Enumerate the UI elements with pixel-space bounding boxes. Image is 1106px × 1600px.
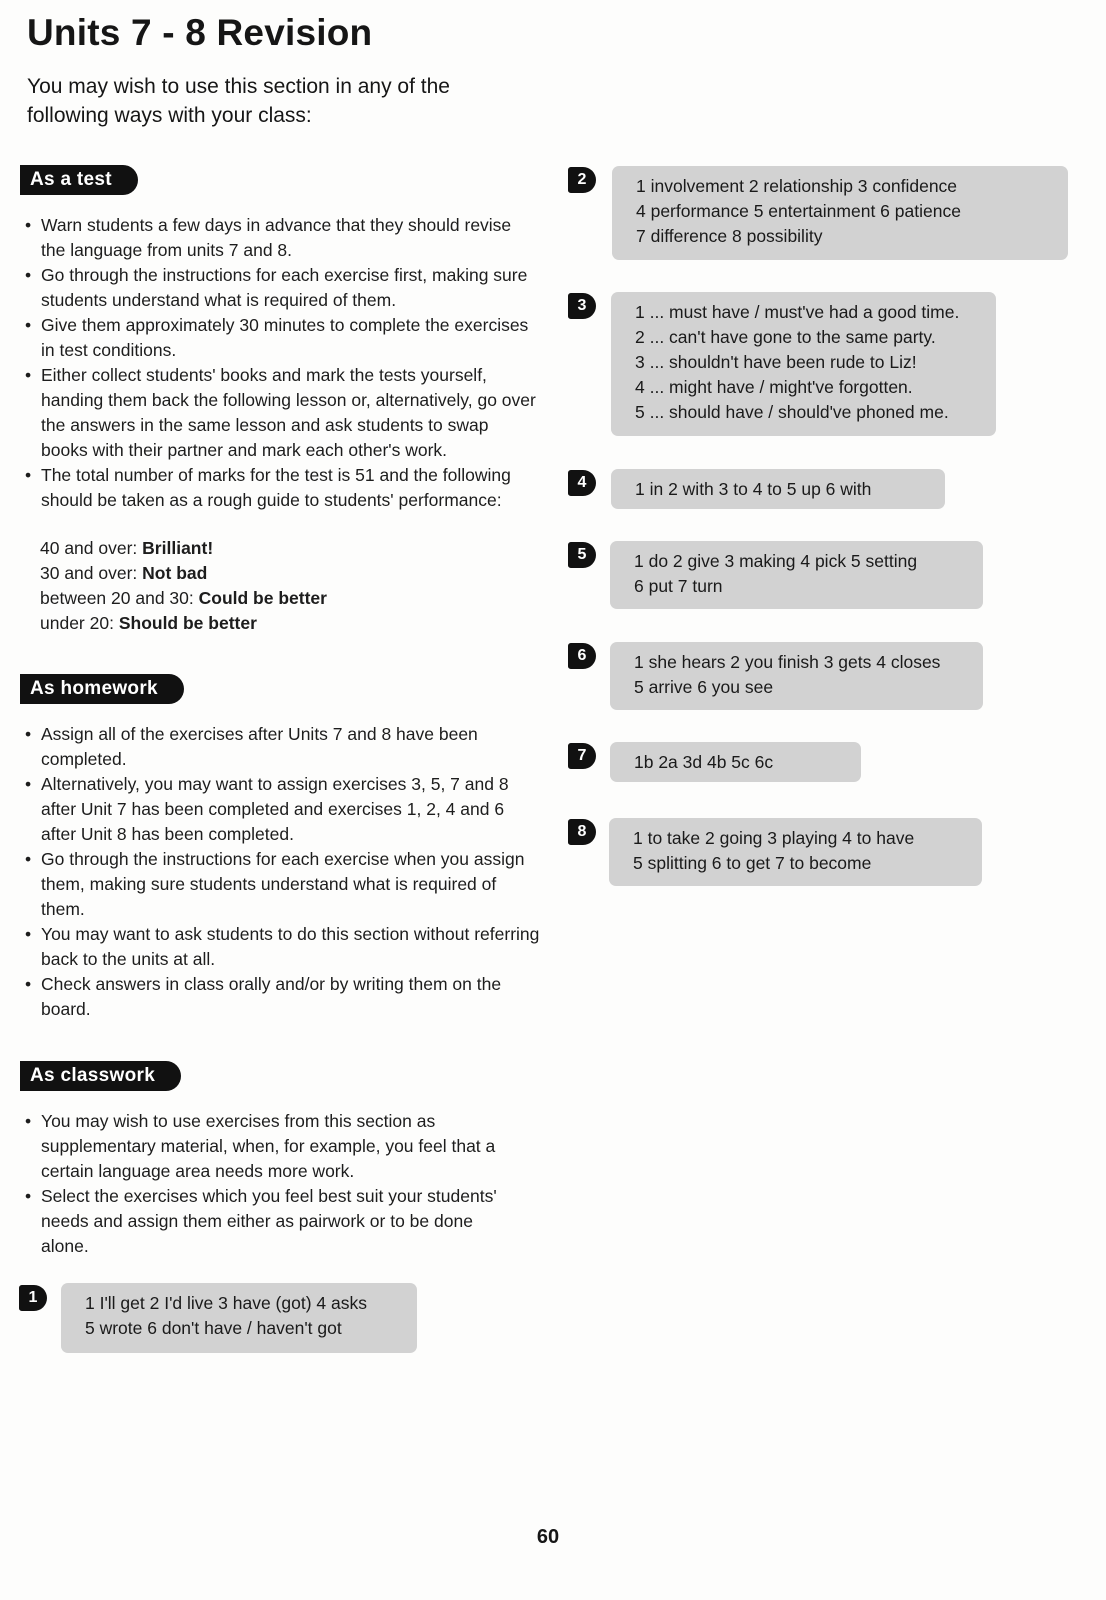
answer-line: 2 ... can't have gone to the same party. xyxy=(635,327,936,347)
list-item xyxy=(25,363,540,463)
list-item xyxy=(25,722,540,772)
exercise-number-badge: 4 xyxy=(568,470,596,496)
exercise-number-badge: 3 xyxy=(568,293,596,319)
bullet-text: Warn students a few days in advance that they should revise the language from units 7 and 8. xyxy=(41,215,512,260)
bullet-icon: • xyxy=(25,215,32,235)
list-item xyxy=(25,1184,515,1259)
list-item xyxy=(25,213,540,263)
bullet-text: Assign all of the exercises after Units 7 and 8 have been completed. xyxy=(41,724,478,769)
list-item xyxy=(25,772,540,847)
answer-line: 1 do 2 give 3 making 4 pick 5 setting xyxy=(634,551,918,571)
section-heading-homework: As homework xyxy=(20,674,184,704)
grade-row: between 20 and 30: Could be better xyxy=(40,588,327,608)
exercise-number-badge: 6 xyxy=(568,643,596,669)
list-item xyxy=(25,463,540,513)
bullet-text: You may want to ask students to do this section without referring back to the units at all. xyxy=(41,924,540,969)
bullet-text: You may wish to use exercises from this section as supplementary material, when, for example, you feel that a certain language area needs more work. xyxy=(41,1111,496,1181)
list-item xyxy=(25,263,540,313)
answer-box-2 xyxy=(612,166,1068,260)
exercise-number-badge: 1 xyxy=(19,1285,47,1311)
bullet-text: Check answers in class orally and/or by writing them on the board. xyxy=(41,974,502,1019)
answer-line: 5 arrive 6 you see xyxy=(634,677,774,697)
answer-line: 7 difference 8 possibility xyxy=(636,226,823,246)
page-number: 60 xyxy=(536,1526,560,1548)
bullet-text: Either collect students' books and mark the tests yourself, handing them back the following lesson or, alternatively, go over the answers in the same lesson and ask students to swap books with their partner and mark each other's work. xyxy=(41,365,536,460)
homework-bullet-list xyxy=(25,722,540,1022)
answer-box-7 xyxy=(610,742,861,782)
answer-box-4 xyxy=(611,469,945,509)
bullet-icon: • xyxy=(25,1186,32,1206)
list-item xyxy=(25,922,540,972)
answer-line: 4 ... might have / might've forgotten. xyxy=(635,377,913,397)
bullet-icon: • xyxy=(25,974,32,994)
exercise-number-badge: 5 xyxy=(568,542,596,568)
bullet-icon: • xyxy=(25,1111,32,1131)
section-heading-test: As a test xyxy=(20,165,138,195)
answer-line: 1 involvement 2 relationship 3 confidence xyxy=(636,176,958,196)
answer-box-6 xyxy=(610,642,983,710)
answer-line: 6 put 7 turn xyxy=(634,576,723,596)
answer-line: 1 ... must have / must've had a good time. xyxy=(635,302,960,322)
bullet-icon: • xyxy=(25,265,32,285)
answer-line: 1 I'll get 2 I'd live 3 have (got) 4 asks xyxy=(85,1293,367,1313)
exercise-number-badge: 2 xyxy=(568,167,596,193)
bullet-icon: • xyxy=(25,724,32,744)
bullet-icon: • xyxy=(25,365,32,385)
bullet-text: Alternatively, you may want to assign exercises 3, 5, 7 and 8 after Unit 7 has been completed and exercises 1, 2, 4 and 6 after Unit 8 has been completed. xyxy=(41,774,509,844)
answer-line: 1 to take 2 going 3 playing 4 to have xyxy=(633,828,915,848)
answer-box-5 xyxy=(610,541,983,609)
grade-row: 30 and over: Not bad xyxy=(40,563,208,583)
bullet-text: Select the exercises which you feel best suit your students' needs and assign them either as pairwork or to be done alone. xyxy=(41,1186,497,1256)
answer-line: 1b 2a 3d 4b 5c 6c xyxy=(634,752,774,772)
page-title: Units 7 - 8 Revision xyxy=(27,12,373,53)
list-item xyxy=(25,847,540,922)
answer-line: 5 splitting 6 to get 7 to become xyxy=(633,853,872,873)
bullet-icon: • xyxy=(25,774,32,794)
answer-box-1 xyxy=(61,1283,417,1353)
exercise-number-badge: 7 xyxy=(568,743,596,769)
test-bullet-list xyxy=(25,213,540,513)
intro-text: You may wish to use this section in any of the following ways with your class: xyxy=(27,75,450,127)
exercise-number-badge: 8 xyxy=(568,819,596,845)
section-heading-classwork: As classwork xyxy=(20,1061,181,1091)
answer-line: 3 ... shouldn't have been rude to Liz! xyxy=(635,352,917,372)
answer-line: 1 she hears 2 you finish 3 gets 4 closes xyxy=(634,652,941,672)
answer-line: 5 ... should have / should've phoned me. xyxy=(635,402,949,422)
grade-row: 40 and over: Brilliant! xyxy=(40,538,214,558)
answer-box-3 xyxy=(611,292,996,436)
list-item xyxy=(25,972,540,1022)
bullet-icon: • xyxy=(25,924,32,944)
list-item xyxy=(25,1109,515,1184)
list-item xyxy=(25,313,540,363)
bullet-text: Give them approximately 30 minutes to complete the exercises in test conditions. xyxy=(41,315,529,360)
bullet-text: Go through the instructions for each exercise first, making sure students understand what is required of them. xyxy=(41,265,528,310)
bullet-text: Go through the instructions for each exercise when you assign them, making sure students understand what is required of them. xyxy=(41,849,525,919)
answer-box-8 xyxy=(609,818,982,886)
answer-line: 4 performance 5 entertainment 6 patience xyxy=(636,201,961,221)
bullet-icon: • xyxy=(25,465,32,485)
answer-line: 5 wrote 6 don't have / haven't got xyxy=(85,1318,342,1338)
grade-row: under 20: Should be better xyxy=(40,613,257,633)
bullet-icon: • xyxy=(25,315,32,335)
bullet-text: The total number of marks for the test is 51 and the following should be taken as a rough guide to students' performance: xyxy=(41,465,511,510)
answer-line: 1 in 2 with 3 to 4 to 5 up 6 with xyxy=(635,479,872,499)
classwork-bullet-list xyxy=(25,1109,515,1259)
grade-guide xyxy=(40,536,327,636)
bullet-icon: • xyxy=(25,849,32,869)
